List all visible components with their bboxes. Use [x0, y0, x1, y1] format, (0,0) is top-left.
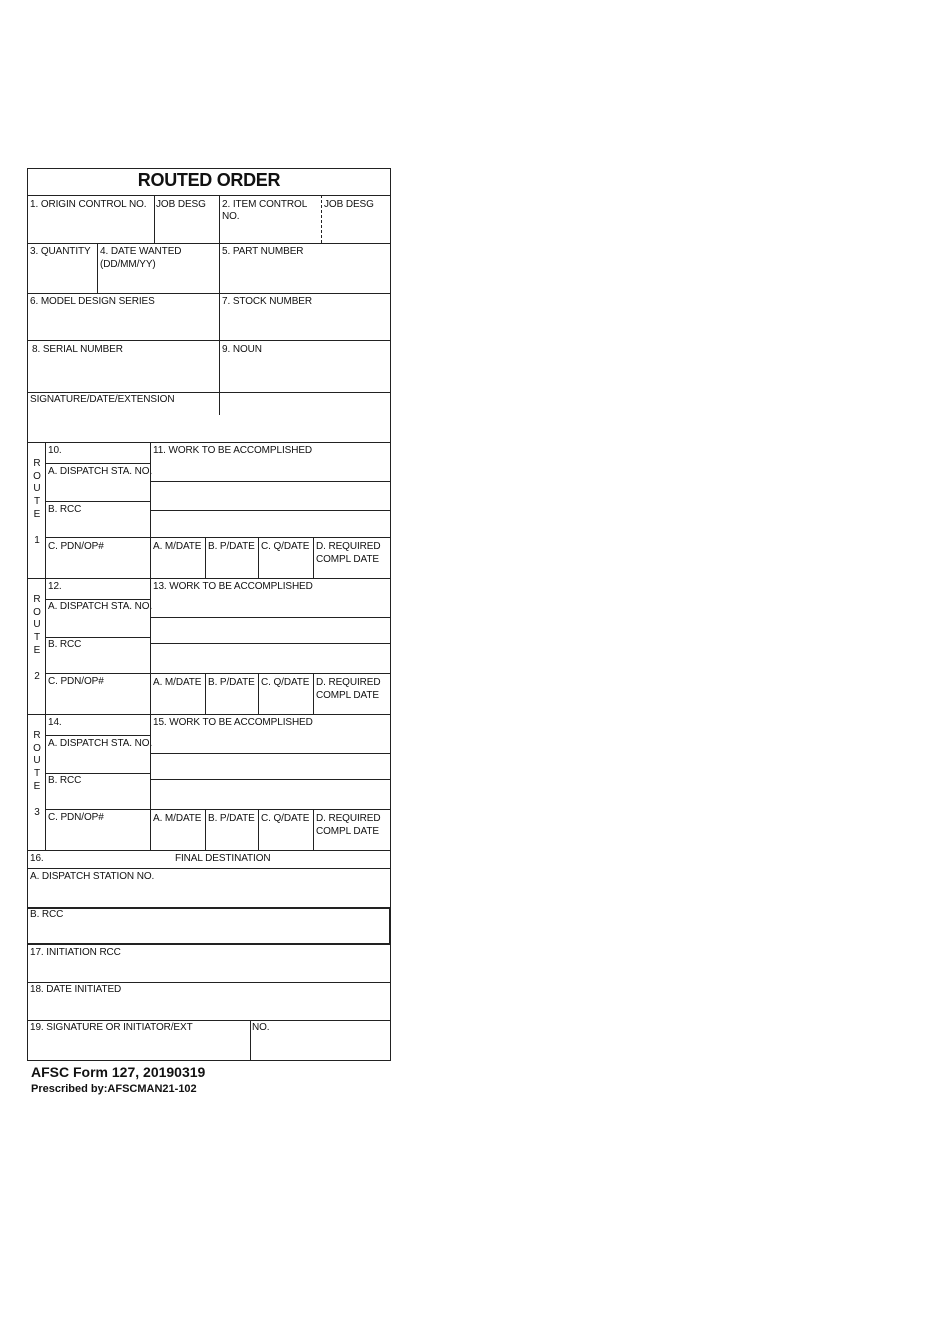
divider	[150, 643, 391, 644]
stock-number-label: 7. STOCK NUMBER	[222, 296, 312, 307]
route-item-number: 14.	[48, 717, 62, 728]
required-label: D. REQUIRED	[316, 677, 381, 688]
route-number: 2	[34, 671, 40, 682]
quantity-label: 3. QUANTITY	[30, 246, 91, 257]
required-label: D. REQUIRED	[316, 541, 381, 552]
compl-date-label: COMPL DATE	[316, 690, 379, 701]
route-letter: E	[33, 645, 41, 656]
compl-date-label: COMPL DATE	[316, 554, 379, 565]
pdn-op-label: C. PDN/OP#	[48, 812, 104, 823]
q-date-label: C. Q/DATE	[261, 813, 310, 824]
dispatch-sta-label: A. DISPATCH STA. NO.	[48, 601, 153, 612]
m-date-label: A. M/DATE	[153, 541, 202, 552]
extension-no-label: NO.	[252, 1022, 270, 1033]
route-letter: U	[33, 755, 41, 766]
route-letter: O	[33, 607, 41, 618]
date-initiated-label: 18. DATE INITIATED	[30, 984, 122, 995]
route-letter: E	[33, 509, 41, 520]
required-label: D. REQUIRED	[316, 813, 381, 824]
route-letter: O	[33, 743, 41, 754]
route-letter: R	[33, 458, 41, 469]
route-item-number: 12.	[48, 581, 62, 592]
route-letter: E	[33, 781, 41, 792]
model-design-label: 6. MODEL DESIGN SERIES	[30, 296, 155, 307]
signature-extension-label: SIGNATURE/DATE/EXTENSION	[30, 394, 175, 405]
q-date-label: C. Q/DATE	[261, 541, 310, 552]
date-wanted-label: 4. DATE WANTED	[100, 246, 182, 257]
work-to-be-accomplished-field[interactable]	[151, 593, 391, 673]
work-to-be-accomplished-field[interactable]	[151, 457, 391, 537]
routed-order-form	[27, 168, 391, 1061]
initiation-rcc-label: 17. INITIATION RCC	[30, 947, 121, 958]
route-number: 3	[34, 807, 40, 818]
route-letter: T	[33, 632, 41, 643]
pdn-op-label: C. PDN/OP#	[48, 676, 104, 687]
serial-number-label: 8. SERIAL NUMBER	[32, 344, 123, 355]
divider	[150, 779, 391, 780]
route-letter: R	[33, 594, 41, 605]
work-label: 11. WORK TO BE ACCOMPLISHED	[153, 445, 313, 456]
route-item-number: 10.	[48, 445, 62, 456]
rcc-label: B. RCC	[48, 775, 82, 786]
divider	[27, 578, 391, 579]
final-destination-title: FINAL DESTINATION	[175, 853, 271, 864]
divider	[150, 510, 391, 511]
origin-control-label: 1. ORIGIN CONTROL NO.	[30, 199, 147, 210]
final-rcc-label: B. RCC	[30, 909, 64, 920]
job-desg-label-b: JOB DESG	[324, 199, 374, 210]
divider	[150, 481, 391, 482]
job-desg-label-a: JOB DESG	[156, 199, 206, 210]
p-date-label: B. P/DATE	[208, 677, 255, 688]
divider	[27, 442, 391, 443]
form-title: ROUTED ORDER	[137, 170, 281, 190]
date-wanted-format: (DD/MM/YY)	[100, 259, 156, 270]
m-date-label: A. M/DATE	[153, 813, 202, 824]
work-to-be-accomplished-field[interactable]	[151, 729, 391, 809]
dispatch-station-label: A. DISPATCH STATION NO.	[30, 871, 155, 882]
divider	[27, 714, 391, 715]
rcc-label: B. RCC	[48, 639, 82, 650]
work-label: 15. WORK TO BE ACCOMPLISHED	[153, 717, 313, 728]
work-label: 13. WORK TO BE ACCOMPLISHED	[153, 581, 313, 592]
prescribed-by: Prescribed by:AFSCMAN21-102	[31, 1083, 197, 1095]
route-letter: T	[33, 768, 41, 779]
m-date-label: A. M/DATE	[153, 677, 202, 688]
route-letter: O	[33, 471, 41, 482]
route-letter: U	[33, 483, 41, 494]
dispatch-sta-label: A. DISPATCH STA. NO.	[48, 738, 153, 749]
p-date-label: B. P/DATE	[208, 541, 255, 552]
divider	[150, 753, 391, 754]
final-item-number: 16.	[30, 853, 44, 864]
extension-no-field[interactable]	[251, 1021, 391, 1061]
noun-label: 9. NOUN	[222, 344, 262, 355]
q-date-label: C. Q/DATE	[261, 677, 310, 688]
dispatch-sta-label: A. DISPATCH STA. NO.	[48, 466, 153, 477]
part-number-label: 5. PART NUMBER	[222, 246, 304, 257]
divider	[150, 617, 391, 618]
item-control-label-cont: NO.	[222, 211, 240, 222]
item-control-label: 2. ITEM CONTROL	[222, 199, 308, 210]
rcc-label: B. RCC	[48, 504, 82, 515]
signature-initiator-label: 19. SIGNATURE OR INITIATOR/EXT	[30, 1022, 193, 1033]
p-date-label: B. P/DATE	[208, 813, 255, 824]
route-letter: U	[33, 619, 41, 630]
route-letter: T	[33, 496, 41, 507]
divider	[27, 850, 391, 851]
route-letter: R	[33, 730, 41, 741]
route-number: 1	[34, 535, 40, 546]
form-id: AFSC Form 127, 20190319	[31, 1064, 206, 1080]
rcc-field-box[interactable]	[27, 907, 391, 945]
compl-date-label: COMPL DATE	[316, 826, 379, 837]
pdn-op-label: C. PDN/OP#	[48, 541, 104, 552]
